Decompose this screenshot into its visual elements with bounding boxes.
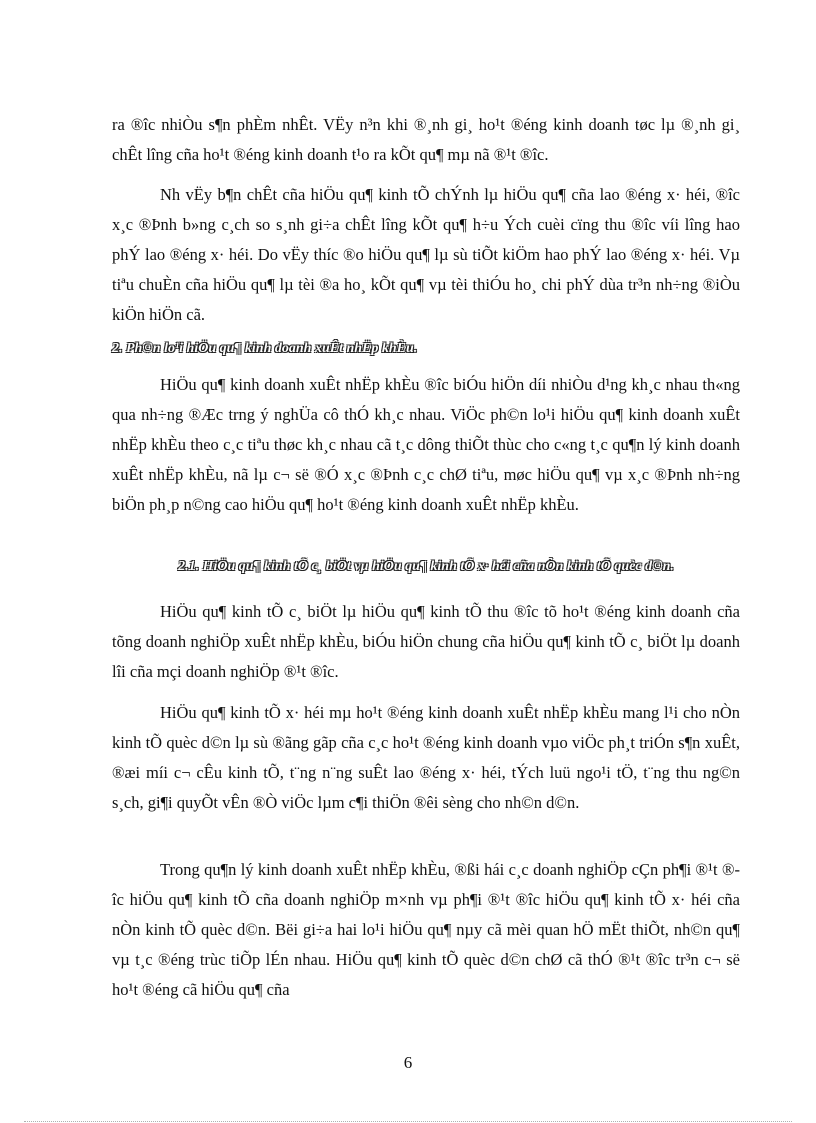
paragraph-classification: HiÖu qu¶ kinh doanh xuÊt nhËp khÈu ®îc biÓu hiÖn díi nhiÒu d¹ng kh¸c nhau th«ng qua nh÷ng ®Æc trng ý nghÜa cô thÓ kh¸c nhau. ViÖc ph©n lo¹i hiÖu qu¶ kinh doanh xuÊt nhËp khÈu theo c¸c tiªu thøc kh¸c nhau cã t¸c dông thiÕt thùc cho c«ng t¸c qu¶n lý kinh doanh xuÊt nhËp khÈu, nã lµ c¬ së ®Ó x¸c ®Þnh c¸c chØ tiªu, møc hiÖu qu¶ vµ x¸c ®Þnh nh÷ng biÖn ph¸p n©ng cao hiÖu qu¶ ho¹t ®éng kinh doanh xuÊt nhËp khÈu. <box>112 375 740 514</box>
paragraph-social-efficiency: HiÖu qu¶ kinh tÕ x· héi mµ ho¹t ®éng kinh doanh xuÊt nhËp khÈu mang l¹i cho nÒn kinh tÕ quèc d©n lµ sù ®ãng gãp cña c¸c ho¹t ®éng kinh doanh vµo viÖc ph¸t triÓn s¶n xuÊt, ®æi míi c¬ cÊu kinh tÕ, t¨ng n¨ng suÊt lao ®éng x· héi, tÝch luü ngo¹i tÖ, t¨ng thu ng©n s¸ch, gi¶i quyÕt vÊn ®Ò viÖc lµm c¶i thiÖn ®êi sèng cho nh©n d©n. <box>112 703 740 812</box>
section-heading-2-1: 2.1. HiÖu qu¶ kinh tÕ c¸ biÖt vµ hiÖu qu¶ kinh tÕ x· héi cña nÒn kinh tÕ quèc d©n. <box>178 559 674 574</box>
section-heading-2: 2. Ph©n lo¹i hiÖu qu¶ kinh doanh xuÊt nhËp khÈu. <box>112 341 418 356</box>
paragraph-economic-efficiency-essence: Nh vËy b¶n chÊt cña hiÖu qu¶ kinh tÕ chÝnh lµ hiÖu qu¶ cña lao ®éng x· héi, ®îc x¸c ®Þnh b»ng c¸ch so s¸nh gi÷a chÊt lîng kÕt qu¶ h÷u Ých cuèi cïng thu ®îc víi lîng hao phÝ lao ®éng x· héi. Do vËy thíc ®o hiÖu qu¶ lµ sù tiÕt kiÖm hao phÝ lao ®éng x· héi. Vµ tiªu chuÈn cña hiÖu qu¶ lµ tèi ®a ho¸ kÕt qu¶ vµ tèi thiÓu ho¸ chi phÝ dùa tr³n nh÷ng ®iÒu kiÖn hiÖn cã. <box>112 185 740 324</box>
page-bottom-divider <box>24 1121 792 1122</box>
paragraph-continuation: ra ®îc nhiÒu s¶n phÈm nhÊt. VËy n³n khi ®¸nh gi¸ ho¹t ®éng kinh doanh tøc lµ ®¸nh gi¸ chÊt lîng cña ho¹t ®éng kinh doanh t¹o ra kÕt qu¶ mµ nã ®¹t ®îc. <box>112 115 740 164</box>
page-number: 6 <box>403 1053 413 1072</box>
paragraph-individual-efficiency: HiÖu qu¶ kinh tÕ c¸ biÖt lµ hiÖu qu¶ kinh tÕ thu ®îc tõ ho¹t ®éng kinh doanh cña tõng doanh nghiÖp xuÊt nhËp khÈu, biÓu hiÖn chung cña hiÖu qu¶ kinh tÕ c¸ biÖt lµ doanh lîi cña mçi doanh nghiÖp ®¹t ®îc. <box>112 602 740 681</box>
paragraph-management-requirements: Trong qu¶n lý kinh doanh xuÊt nhËp khÈu, ®ßi hái c¸c doanh nghiÖp cÇn ph¶i ®¹t ®îc hiÖu qu¶ kinh tÕ cña doanh nghiÖp m×nh vµ ph¶i ®¹t ®îc hiÖu qu¶ kinh tÕ x· héi cña nÒn kinh tÕ quèc d©n. Bëi gi÷a hai lo¹i hiÖu qu¶ nµy cã mèi quan hÖ mËt thiÕt, nh©n qu¶ vµ t¸c ®éng trùc tiÕp lÉn nhau. HiÖu qu¶ kinh tÕ quèc d©n chØ cã thÓ ®¹t ®îc tr³n c¬ së ho¹t ®éng cã hiÖu qu¶ cña <box>112 860 740 999</box>
